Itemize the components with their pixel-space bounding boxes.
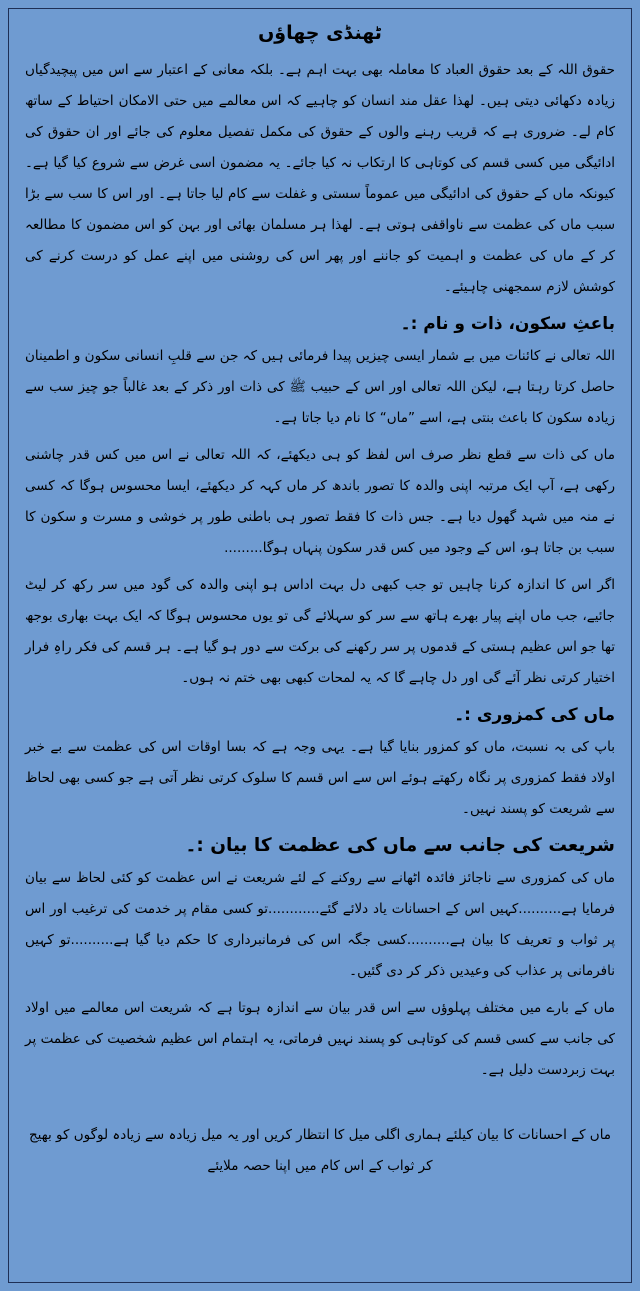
spacer [25, 1092, 615, 1120]
section-heading-shariat: شریعت کی جانب سے ماں کی عظمت کا بیان :۔ [185, 835, 615, 856]
page-title: ٹھنڈی چھاؤں [258, 22, 382, 44]
article-page [8, 8, 632, 1283]
footer-note: ماں کے احسانات کا بیان کیلئے ہماری اگلی میل کا انتظار کریں اور یہ میل زیادہ سے زیادہ لوگوں کو بھیج کر ثواب کے اس کام میں اپنا حصہ ملایئے [28, 1127, 612, 1174]
paragraph: اگر اس کا اندازہ کرنا چاہیں تو جب کبھی دل بہت اداس ہو اپنی والدہ کی گود میں سر رکھ کر لیٹ جائیے، جب ماں اپنے پیار بھرے ہاتھ سے سر کو سہلائے گی تو یوں محسوس ہوگا کہ ایک بہت بھاری بوجھ تھا جو اس عظیم ہستی کے قدموں پر سر رکھنے کی برکت سے دور ہو گیا ہے۔ ہر قسم کی فکر راہِ فرار اختیار کرتی نظر آئے گی اور دل چاہے گا کہ یہ لمحات کبھی بھی ختم نہ ہوں۔ [25, 577, 615, 686]
paragraph: ماں کی ذات سے قطع نظر صرف اس لفظ کو ہی دیکھئے، کہ اللہ تعالی نے اس میں کس قدر چاشنی رکھی ہے، آپ ایک مرتبہ اپنی والدہ کا تصور باندھ کر ماں کہہ کر دیکھئے، ایسا محسوس ہوگا کہ کسی نے منہ میں شہد گھول دیا ہے۔ جس ذات کا فقط تصور ہی باطنی طور پر خوشی و مسرت و سکون کا سبب بن جاتا ہو، اس کے وجود میں کس قدر سکون پنہاں ہوگا......... [25, 447, 615, 556]
paragraph: باپ کی بہ نسبت، ماں کو کمزور بنایا گیا ہے۔ یہی وجہ ہے کہ بسا اوقات اس کی عظمت سے بے خبر اولاد فقط کمزوری پر نگاہ رکھتے ہوئے اس سے اس قسم کا سلوک کرتی نظر آتی ہے جو کسی بھی لحاظ سے شریعت کو پسند نہیں۔ [25, 739, 615, 817]
paragraph: اللہ تعالی نے کائنات میں بے شمار ایسی چیزیں پیدا فرمائی ہیں کہ جن سے قلبِ انسانی سکون و اطمینان حاصل کرتا رہتا ہے، لیکن اللہ تعالی اور اس کے حبیب ﷺ کی ذات اور ذکر کے بعد غالباً جو چیز سب سے زیادہ سکون کا باعث بنتی ہے، اسے ”ماں“ کا نام دیا جاتا ہے۔ [25, 348, 615, 426]
section-heading-kamzori: ماں کی کمزوری :۔ [454, 705, 615, 725]
section-heading-sukoon: باعثِ سکون، ذات و نام :۔ [400, 314, 615, 334]
paragraph: ماں کی کمزوری سے ناجائز فائدہ اٹھانے سے روکنے کے لئے شریعت نے اس عظمت کو کئی لحاظ سے بیان فرمایا ہے..........کہیں اس کے احسانات یاد دلائے گئے............تو کسی مقام پر خدمت کی ترغیب اور اس پر ثواب و تعریف کا بیان ہے..........کسی جگہ اس کی فرمانبرداری کا حکم دیا گیا ہے..........تو کہیں نافرمانی پر عذاب کی وعیدیں ذکر کر دی گئیں۔ [25, 870, 615, 979]
intro-paragraph: حقوق اللہ کے بعد حقوق العباد کا معاملہ بھی بہت اہم ہے۔ بلکہ معانی کے اعتبار سے اس میں پیچیدگیاں زیادہ دکھائی دیتی ہیں۔ لھذا عقل مند انسان کو چاہیے کہ اس معالمے میں حتی الامکان احتیاط کے ساتھ کام لے۔ ضروری ہے کہ قریب رہنے والوں کے حقوق کی مکمل تفصیل معلوم کی جائے اور ان حقوق کی ادائیگی میں کسی قسم کی کوتاہی کا ارتکاب نہ کیا جائے۔ یہ مضمون اسی غرض سے شروع کیا گیا ہے۔ کیونکہ ماں کے حقوق کی ادائیگی میں عموماً سستی و غفلت سے کام لیا جاتا ہے۔ اور اس کا سب سے بڑا سبب ماں کی عظمت سے ناواقفی ہوتی ہے۔ لھذا ہر مسلمان بھائی اور بہن کو اس مضمون کا مطالعہ کر کے ماں کی عظمت و اہمیت کو جاننے اور پھر اس کی روشنی میں اپنے عمل کو درست کرنے کی کوشش لازم سمجھنی چاہیئے۔ [25, 62, 615, 295]
paragraph: ماں کے بارے میں مختلف پہلوؤں سے اس قدر بیان سے اندازہ ہوتا ہے کہ شریعت اس معالمے میں اولاد کی جانب سے کسی قسم کی کوتاہی کو پسند نہیں فرماتی، یہ اہتمام اس عظیم شخصیت کی عظمت پر بہت زبردست دلیل ہے۔ [25, 1000, 615, 1078]
